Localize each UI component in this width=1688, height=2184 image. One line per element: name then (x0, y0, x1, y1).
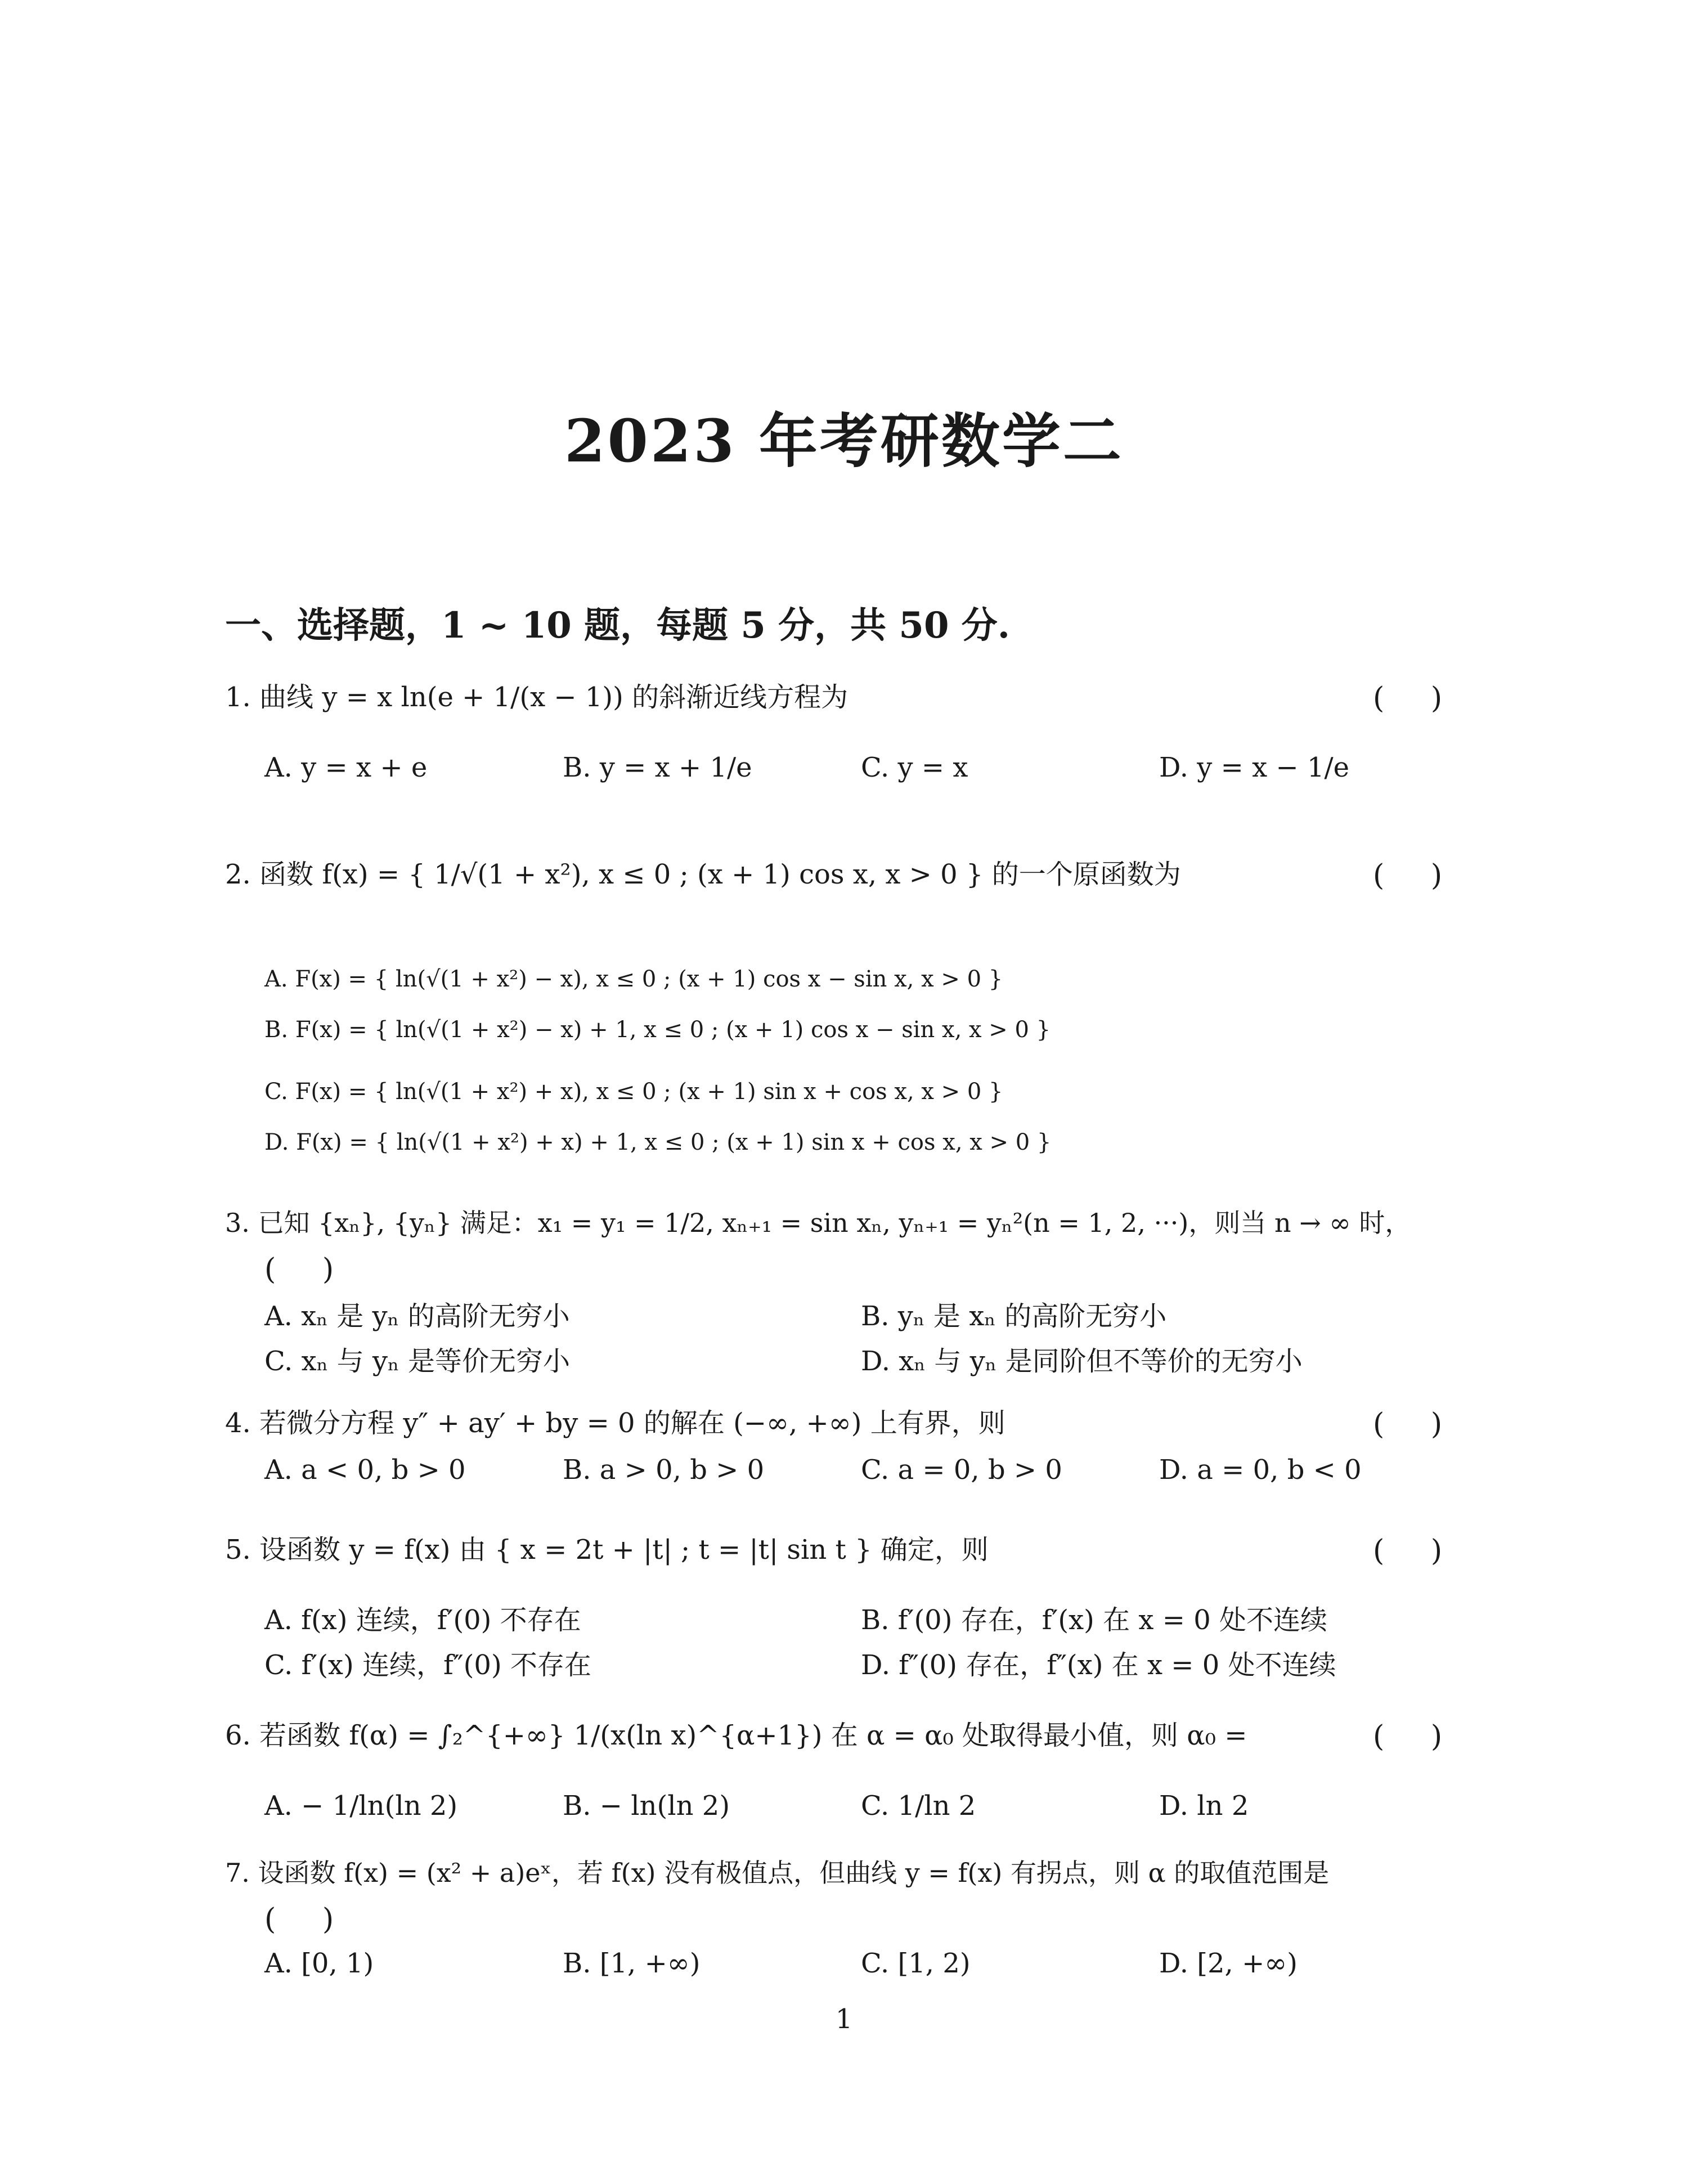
question-1-option-c: C. y = x (861, 752, 968, 783)
exam-title: 2023 年考研数学二 (564, 406, 1124, 476)
question-6-option-d: D. ln 2 (1159, 1790, 1249, 1822)
question-5-option-a: A. f(x) 连续，f′(0) 不存在 (264, 1604, 581, 1636)
page-number: 1 (835, 2003, 853, 2035)
question-1-option-a: A. y = x + e (264, 752, 428, 783)
question-7-answer-paren: ( ) (264, 1903, 334, 1936)
question-3-option-a: A. xₙ 是 yₙ 的高阶无穷小 (264, 1300, 570, 1332)
question-7-stem: 7. 设函数 f(x) = (x² + a)eˣ，若 f(x) 没有极值点，但曲线 y = f(x) 有拐点，则 α 的取值范围是 (225, 1858, 1330, 1888)
section-header: 一、选择题，1 ~ 10 题，每题 5 分，共 50 分. (225, 604, 1011, 647)
question-3-option-b: B. yₙ 是 xₙ 的高阶无穷小 (861, 1300, 1167, 1332)
question-2-option-b: B. F(x) = { ln(√(1 + x²) − x) + 1, x ≤ 0 ; (x + 1) cos x − sin x, x > 0 } (264, 1017, 1051, 1043)
question-4-option-c: C. a = 0, b > 0 (861, 1454, 1062, 1486)
question-1-option-b: B. y = x + 1/e (563, 752, 752, 783)
question-3-stem: 3. 已知 {xₙ}, {yₙ} 满足：x₁ = y₁ = 1/2, xₙ₊₁ = sin xₙ, yₙ₊₁ = yₙ²(n = 1, 2, ···)，则当 n → ∞ 时， (225, 1208, 1411, 1238)
question-3-answer-paren: ( ) (264, 1253, 334, 1286)
question-1-answer-paren: ( ) (1373, 681, 1443, 715)
question-6-answer-paren: ( ) (1373, 1720, 1443, 1754)
question-6-option-b: B. − ln(ln 2) (563, 1790, 730, 1822)
question-4-option-d: D. a = 0, b < 0 (1159, 1454, 1362, 1486)
question-3-option-c: C. xₙ 与 yₙ 是等价无穷小 (264, 1346, 571, 1377)
question-5-option-d: D. f″(0) 存在，f″(x) 在 x = 0 处不连续 (861, 1649, 1336, 1681)
question-2-option-d: D. F(x) = { ln(√(1 + x²) + x) + 1, x ≤ 0 ; (x + 1) sin x + cos x, x > 0 } (264, 1129, 1052, 1155)
question-5-answer-paren: ( ) (1373, 1534, 1443, 1568)
question-2-stem: 2. 函数 f(x) = { 1/√(1 + x²), x ≤ 0 ; (x + 1) cos x, x > 0 } 的一个原函数为 (225, 859, 1181, 890)
question-2-option-a: A. F(x) = { ln(√(1 + x²) − x), x ≤ 0 ; (x + 1) cos x − sin x, x > 0 } (264, 966, 1003, 992)
question-2-option-c: C. F(x) = { ln(√(1 + x²) + x), x ≤ 0 ; (x + 1) sin x + cos x, x > 0 } (264, 1079, 1003, 1105)
question-7-option-b: B. [1, +∞) (563, 1948, 701, 1979)
question-1-option-d: D. y = x − 1/e (1159, 752, 1350, 783)
question-4-option-b: B. a > 0, b > 0 (563, 1454, 765, 1486)
question-2-answer-paren: ( ) (1373, 859, 1443, 893)
question-5-option-b: B. f′(0) 存在，f′(x) 在 x = 0 处不连续 (861, 1604, 1328, 1636)
question-5-stem: 5. 设函数 y = f(x) 由 { x = 2t + |t| ; t = |t| sin t } 确定，则 (225, 1534, 989, 1566)
question-6-option-a: A. − 1/ln(ln 2) (264, 1790, 458, 1822)
question-6-stem: 6. 若函数 f(α) = ∫₂^{+∞} 1/(x(ln x)^{α+1}) 在 α = α₀ 处取得最小值，则 α₀ = (225, 1720, 1247, 1751)
question-4-option-a: A. a < 0, b > 0 (264, 1454, 466, 1486)
question-5-option-c: C. f′(x) 连续，f″(0) 不存在 (264, 1649, 591, 1681)
question-7-option-c: C. [1, 2) (861, 1948, 971, 1979)
question-1-stem: 1. 曲线 y = x ln(e + 1/(x − 1)) 的斜渐近线方程为 (225, 681, 849, 713)
question-4-answer-paren: ( ) (1373, 1407, 1443, 1441)
question-4-stem: 4. 若微分方程 y″ + ay′ + by = 0 的解在 (−∞, +∞) 上有界，则 (225, 1407, 1005, 1439)
question-7-option-a: A. [0, 1) (264, 1948, 374, 1979)
question-3-option-d: D. xₙ 与 yₙ 是同阶但不等价的无穷小 (861, 1346, 1303, 1377)
question-7-option-d: D. [2, +∞) (1159, 1948, 1298, 1979)
question-6-option-c: C. 1/ln 2 (861, 1790, 976, 1822)
